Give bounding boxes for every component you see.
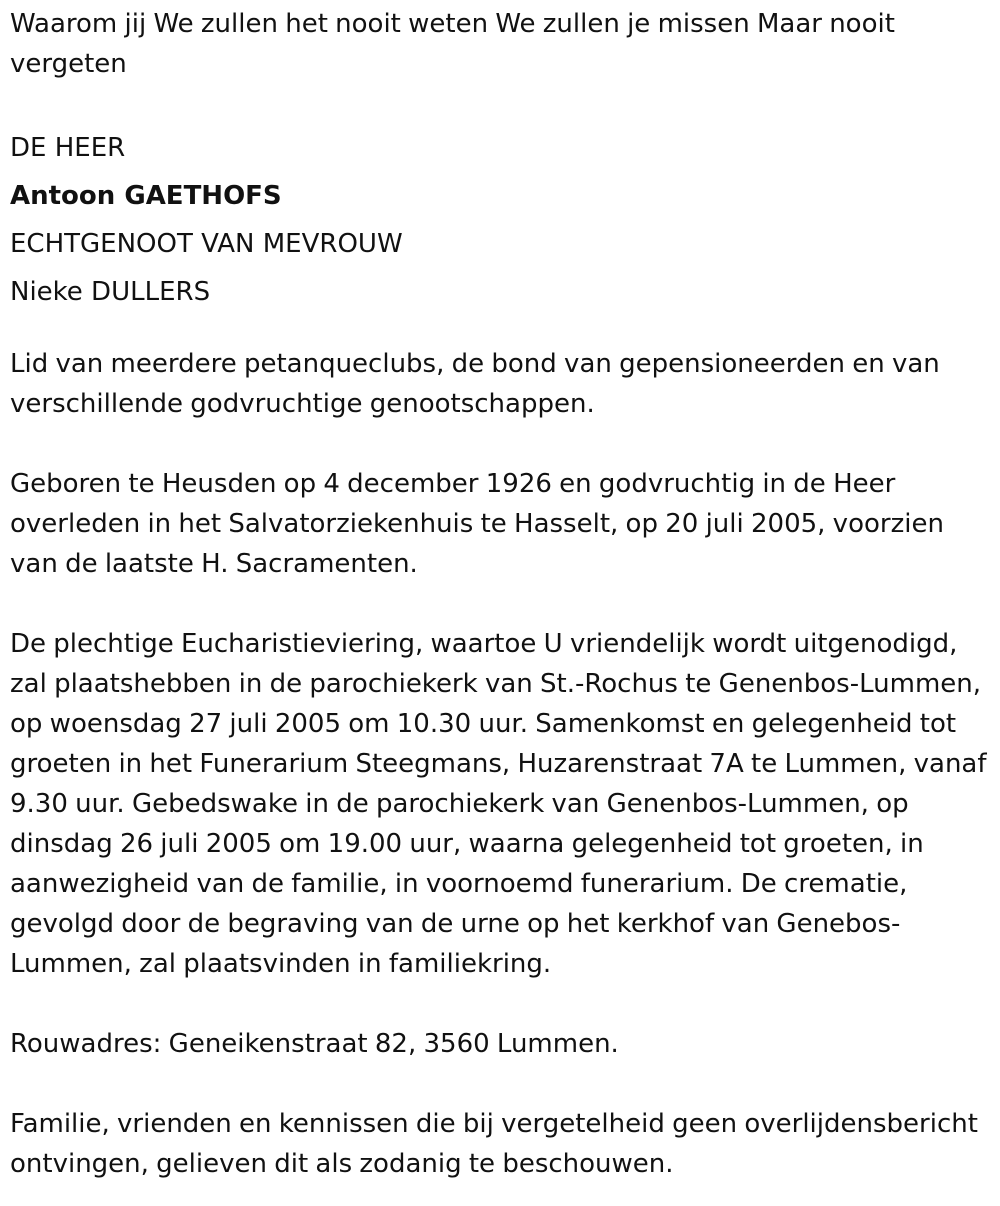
memberships-paragraph: Lid van meerdere petanqueclubs, de bond van gepensioneerden en van verschillende godvruchtige genootschappen. — [10, 349, 940, 419]
spacer — [10, 984, 988, 1024]
closing-paragraph: Familie, vrienden en kennissen die bij vergetelheid geen overlijdensbericht ontvingen, gelieven dit als zodanig te beschouwen. — [10, 1109, 978, 1179]
spacer — [10, 584, 988, 624]
spacer — [10, 1064, 988, 1104]
ceremony-paragraph: De plechtige Eucharistieviering, waartoe U vriendelijk wordt uitgenodigd, zal plaatshebben in de parochiekerk van St.-Rochus te Genenbos-Lummen, op woensdag 27 juli 2005 om 10.30 uur. Samenkomst en gelegenheid tot groeten in het Funerarium Steegmans, Huzarenstraat 7A te Lummen, vanaf 9.30 uur. Gebedswake in de parochiekerk van Genenbos-Lummen, op dinsdag 26 juli 2005 om 19.00 uur, waarna gelegenheid tot groeten, in aanwezigheid van de familie, in voornoemd funerarium. De crematie, gevolgd door de begraving van de urne op het kerkhof van Genebos-Lummen, zal plaatsvinden in familiekring. — [10, 629, 987, 979]
mourning-address: Rouwadres: Geneikenstraat 82, 3560 Lummen. — [10, 1029, 619, 1059]
spouse-label: ECHTGENOOT VAN MEVROUW — [10, 229, 403, 259]
deceased-name: Antoon GAETHOFS — [10, 181, 282, 211]
spouse-name: Nieke DULLERS — [10, 277, 211, 307]
opening-quote: Waarom jij We zullen het nooit weten We zullen je missen Maar nooit vergeten — [10, 9, 895, 79]
birth-death-paragraph: Geboren te Heusden op 4 december 1926 en godvruchtig in de Heer overleden in het Salvatorziekenhuis te Hasselt, op 20 juli 2005, voorzien van de laatste H. Sacramenten. — [10, 469, 944, 579]
spacer — [10, 424, 988, 464]
honorific-title: DE HEER — [10, 133, 126, 163]
spacer — [10, 84, 988, 124]
spacer — [10, 316, 988, 344]
